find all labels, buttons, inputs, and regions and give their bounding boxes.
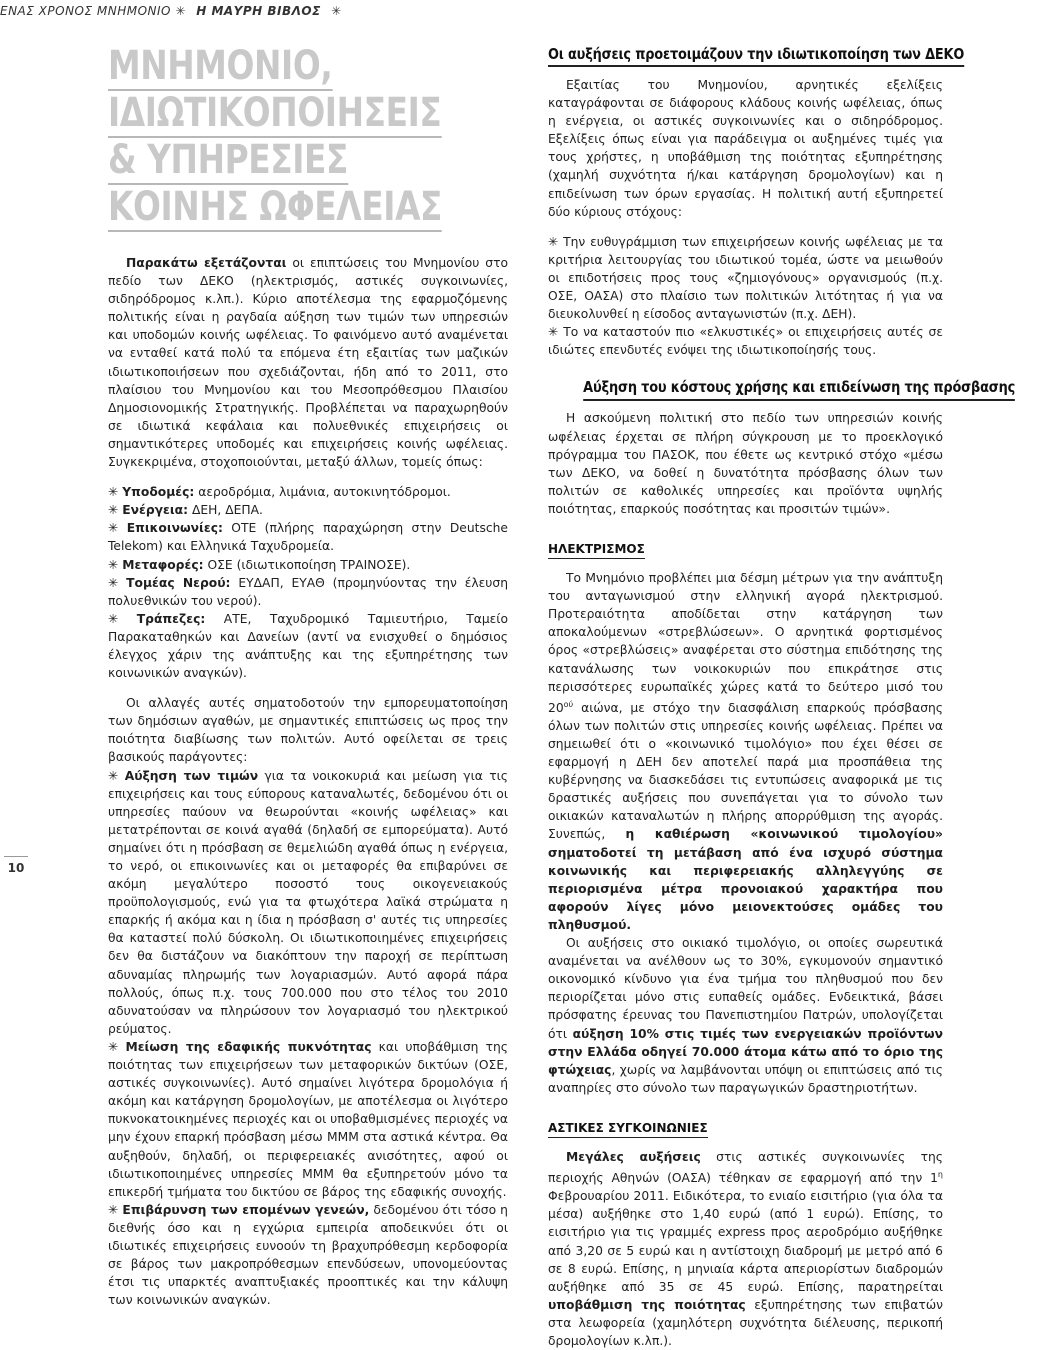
- list-item: [108, 501, 508, 519]
- series-title: ΕΝΑΣ ΧΡΟΝΟΣ ΜΝΗΜΟΝΙΟ: [0, 4, 171, 18]
- text: εξυπηρέτησης των επιβατών στα λεωφορεία (χαμηλότερη συχνότητα διέλευσης, περικοπή δρομολογίων κ.λπ.).: [548, 1297, 943, 1348]
- list-item: [108, 574, 508, 610]
- item-label: Αύξηση των τιμών: [124, 768, 259, 783]
- lead-text: οι επιπτώσεις του Μνημονίου στο πεδίο των ΔΕΚΟ (ηλεκτρισμός, αστικές συγκοινωνίες, σιδηρόδρομος κ.λπ.). Κύριο αποτέλεσμα της εφαρμοζόμενης πολιτικής είναι η ραγδαία αύξηση των τιμών των υπηρεσιών και υποδομών κοινής ωφέλειας. Το φαινόμενο αυτό αναμένεται να ενταθεί κατά πολύ τα επόμενα έτη εξαιτίας των μαζικών ιδιωτικοποιήσεων που σχεδιάζονται, ήδη από το 2011, στο πλαίσιου του Μνημονίου και του Μεσοπρόθεσμου Πλαισίου Δημοσιονομικής Στρατηγικής. Προβλέπεται να παραχωρηθούν σε ιδιωτικά κεφάλαια και πολυεθνικές επιχειρήσεις οι σημαντικότερες υποδομές και επιχειρήσεις κοινής ωφέλειας. Συγκεκριμένα, στοχοποιούνται, μεταξύ άλλων, τομείς όπως:: [108, 256, 508, 470]
- superscript: ού: [563, 699, 574, 709]
- asterisk-icon: ✳: [548, 234, 559, 249]
- goal-list: [548, 233, 943, 360]
- item-label: Υποδομές:: [122, 485, 195, 500]
- asterisk-icon: ✳: [175, 4, 186, 18]
- chapter-title-line: ΙΔΙΩΤΙΚΟΠΟΙΗΣΕΙΣ: [108, 90, 442, 136]
- changes-intro: Οι αλλαγές αυτές σηματοδοτούν την εμπορευματοποίηση των δημόσιων αγαθών, με σημαντικές επιπτώσεις ως προς την ποιότητα διαβίωσης των πολιτών. Αυτό οφείλεται σε τρεις βασικούς παράγοντες:: [108, 696, 508, 765]
- chapter-title: [108, 44, 502, 232]
- bold-text: Μεγάλες αυξήσεις: [566, 1149, 701, 1164]
- item-label: Τράπεζες:: [136, 611, 206, 626]
- list-item: [548, 323, 943, 359]
- item-text: δεδομένου ότι τόσο η διεθνής όσο και η εγχώρια εμπειρία αποδεικνύει ότι οι ιδιωτικές επιχειρήσεις ευνοούν τη βραχυπρόθεσμη κερδοφορία σε βάρος των μακροπρόθεσμων επενδύσεων, υπονομεύοντας έτσι τις υπαρκτές αναπτυξιακές προοπτικές και την κάλυψη των κοινωνικών αναγκών.: [108, 1202, 508, 1308]
- list-item: [108, 483, 508, 501]
- text: , χωρίς να λαμβάνονται υπόψη οι επιπτώσεις από τις αναπηρίες στο σύνολο των παραγωγικών δραστηριοτήτων.: [548, 1062, 943, 1095]
- item-text: Την ευθυγράμμιση των επιχειρήσεων κοινής ωφέλειας με τα κριτήρια λειτουργίας του ιδιωτικού τομέα, ώστε να μειωθούν οι επιδοτήσεις προς τους «ζημιογόνους» οργανισμούς (π.χ. ΟΣΕ, ΟΑΣΑ) στο πλαίσιο των πολιτικών λιτότητας ή για να διευκολυνθεί η είσοδος ανταγωνιστών (π.χ. ΔΕΗ).: [548, 234, 943, 322]
- section-heading-text: Οι αυξήσεις προετοιμάζουν την ιδιωτικοποίηση των ΔΕΚΟ: [548, 44, 964, 67]
- item-text: ΕΥΔΑΠ, ΕΥΑΘ (προμηνύοντας την έλευση πολυεθνικών του νερού).: [108, 575, 508, 608]
- text: Το Μνημόνιο προβλέπει μια δέσμη μέτρων για την ανάπτυξη του ανταγωνισμού στην ελληνική αγορά ηλεκτρισμού. Προτεραιότητα αποδίδεται στην κατάργηση των αποκαλούμενων «στρεβλώσεων». Ο αρνητικά φορτισμένος όρος «στρεβλώσεις» αναφέρεται στο σύστημα επιδότησης της κατανάλωσης των νοικοκυριών που επικράτησε στις περισσότερες ευρωπαϊκές χώρες κατά το δεύτερο μισό του 20: [548, 571, 943, 715]
- superscript: η: [937, 1170, 943, 1180]
- asterisk-icon: ✳: [108, 1039, 119, 1054]
- list-item: [108, 1038, 508, 1201]
- item-text: και υποβάθμιση της ποιότητας των επιχειρήσεων των μεταφορικών δικτύων (ΟΣΕ, αστικές συγκοινωνίες). Αυτό σημαίνει λιγότερα δρομολόγια ή ακόμη και κατάργηση δρομολογίων, με αποτέλεσμα οι λιγότερο πυκνοκατοικημένες περιοχές και οι υποβαθμισμένες περιοχές να μην έχουν επαρκή πρόσβαση μέσω ΜΜΜ στα αστικά κέντρα. Θα αυξηθούν, δηλαδή, οι περιφερειακές ανισότητες, αφού οι ιδιωτικοποιημένες υπηρεσίες ΜΜΜ θα εξυπηρετούν μόνο τα επικερδή τμήματα του δικτύου σε βάρος της εδαφικής συνοχής.: [108, 1039, 508, 1199]
- subheading-text: ΑΣΤΙΚΕΣ ΣΥΓΚΟΙΝΩΝΙΕΣ: [548, 1119, 708, 1138]
- paragraph: Εξαιτίας του Μνημονίου, αρνητικές εξελίξεις καταγράφονται σε διάφορους κλάδους κοινής ωφέλειας, όπως η ενέργεια, οι αστικές συγκοινωνίες και ο σιδηρόδρομος. Εξελίξεις όπως είναι για παράδειγμα οι αυξημένες τιμές για τους χρήστες, η υποβάθμιση της ποιότητας εξυπηρέτησης (χαμηλή συχνότητα ή/και κατάργηση δρομολογίων) και η επιδείνωση των όρων εργασίας. Η πολιτική αυτή εξυπηρετεί δύο κύριους στόχους:: [548, 78, 943, 219]
- lead-paragraph: [108, 254, 508, 471]
- item-text: ΔΕΗ, ΔΕΠΑ.: [188, 503, 263, 518]
- asterisk-icon: ✳: [108, 557, 119, 572]
- lead-bold: Παρακάτω εξετάζονται: [126, 256, 287, 270]
- asterisk-icon: ✳: [108, 1202, 119, 1217]
- bold-text: η καθιέρωση «κοινωνικού τιμολογίου» σηματοδοτεί τη μετάβαση από ένα ισχυρό σύστημα κοινωνικής και περιφερειακής αλληλεγγύης σε περιορισμένα μέτρα προνοιακού χαρακτήρα που αφορούν λίγες μόνο μειονεκτούσες ομάδες του πληθυσμού.: [548, 827, 943, 932]
- item-text: Το να καταστούν πιο «ελκυστικές» οι επιχειρήσεις αυτές σε ιδιώτες επενδυτές ενόψει της ιδιωτικοποίησής τους.: [548, 325, 943, 358]
- paragraph: [548, 1148, 943, 1350]
- item-label: Επιβάρυνση των επομένων γενεών,: [122, 1202, 370, 1217]
- text: Οι αυξήσεις στο οικιακό τιμολόγιο, οι οποίες σωρευτικά αναμένεται να ανέλθουν ως το 30%, εγκυμονούν σημαντικό οικονομικό κίνδυνο για ένα τμήμα του πληθυσμού που δεν περιορίζεται μόνο στις ευπαθείς ομάδες. Ενδεικτικά, βάσει πρόσφατης έρευνας του Πανεπιστημίου Πατρών, υπολογίζεται ότι: [548, 936, 943, 1041]
- chapter-title-line: ΚΟΙΝΗΣ ΩΦΕΛΕΙΑΣ: [108, 184, 443, 230]
- list-item: [108, 519, 508, 555]
- asterisk-icon: ✳: [108, 521, 119, 536]
- bold-text: υποβάθμιση της ποιότητας: [548, 1297, 746, 1312]
- page-number: 10: [4, 856, 28, 875]
- chapter-title-line: & ΥΠΗΡΕΣΙΕΣ: [108, 137, 349, 183]
- item-label: Επικοινωνίες:: [126, 521, 223, 536]
- item-text: ΟΣΕ (ιδιωτικοποίηση ΤΡΑΙΝΟΣΕ).: [203, 557, 411, 572]
- item-text: αεροδρόμια, λιμάνια, αυτοκινητόδρομοι.: [194, 485, 451, 500]
- item-label: Τομέας Νερού:: [126, 575, 231, 590]
- asterisk-icon: ✳: [108, 611, 119, 626]
- list-item: [108, 556, 508, 574]
- asterisk-icon: ✳: [108, 575, 119, 590]
- item-label: Μείωση της εδαφικής πυκνότητας: [125, 1039, 372, 1054]
- asterisk-icon: ✳: [548, 325, 559, 340]
- asterisk-icon: ✳: [108, 768, 119, 783]
- item-text: ΟΤΕ (πλήρης παραχώρηση στην Deutsche Telekom) και Ελληνικά Ταχυδρομεία.: [108, 521, 508, 554]
- book-title: Η ΜΑΥΡΗ ΒΙΒΛΟΣ: [196, 4, 321, 18]
- item-label: Μεταφορές:: [122, 557, 204, 572]
- running-header: [0, 4, 480, 24]
- asterisk-icon: ✳: [108, 485, 119, 500]
- right-column: [548, 44, 1016, 1350]
- item-text: ΑΤΕ, Ταχυδρομικό Ταμιευτήριο, Ταμείο Παρακαταθηκών και Δανείων (αντί να ενισχυθεί ο δημόσιος έλεγχος χάριν της ανάπτυξης και της εξυπηρέτησης των κοινωνικών αναγκών).: [108, 611, 508, 681]
- text: αιώνα, με στόχο την διασφάλιση επαρκούς πρόσβασης όλων των πολιτών στις υπηρεσίες κοινής ωφέλειας. Πρέπει να σημειωθεί ότι ο «κοινωνικό τιμολόγιο» που έχει θέσει σε εφαρμογή η ΔΕΗ δεν αποτελεί παρά μια προσπάθεια της κυβέρνησης να διασκεδάσει τις εντυπώσεις αναφορικά με τις δραστικές αυξήσεις που συνεπάγεται για το σύνολο των οικιακών καταναλωτών η πλήρης απορρύθμιση της αγοράς. Συνεπώς,: [548, 700, 943, 842]
- section-heading: [548, 377, 1016, 399]
- sector-list: [108, 483, 508, 682]
- paragraph: [548, 569, 943, 934]
- item-text: για τα νοικοκυριά και μείωση για τις επιχειρήσεις και τους εύπορους καταναλωτές, δεδομένου ότι οι υπηρεσίες παύουν να θεωρούνται «κοινής ωφέλειας» και μετατρέπονται σε κοινά αγαθά (δηλαδή σε εμπορεύματα). Αυτό σημαίνει ότι η πρόσβαση σε θεμελιώδη αγαθά όπως η ενέργεια, το νερό, οι επικοινωνίες και οι μεταφορές θα επιβαρύνει σε ακόμη μεγαλύτερο ποσοστό τους οικογενειακούς προϋπολογισμούς, ενώ για τα φτωχότερα λαϊκά στρώματα η επαρκής ή ακόμα και η ίδια η πρόσβαση σ' αυτές τις υπηρεσίες θα καταστεί πολύ δύσκολη. Οι ιδιωτικοποιημένες επιχειρήσεις δεν θα διστάζουν να διακόπτουν την παροχή σε περίπτωση αδυναμίας πληρωμής των λογαριασμών. Αυτό αφορά πάρα πολλούς, όπως π.χ. τους 700.000 που στο τέλος του 2010 αδυνατούσαν να πληρώσουν τον λογαριασμό του ηλεκτρικού ρεύματος.: [108, 768, 509, 1036]
- asterisk-icon: ✳: [331, 4, 342, 18]
- left-column: [108, 44, 508, 1309]
- list-item: [108, 610, 508, 682]
- subheading: [548, 540, 943, 569]
- subheading: [548, 1119, 943, 1148]
- text: στις αστικές συγκοινωνίες της περιοχής Αθηνών (ΟΑΣΑ) τέθηκαν σε εφαρμογή από την 1: [548, 1149, 943, 1186]
- list-item: [108, 767, 508, 1038]
- text: Φεβρουαρίου 2011. Ειδικότερα, το ενιαίο εισιτήριο (για όλα τα μέσα) αυξήθηκε στο 1,40 ευρώ (από 1 ευρώ). Επίσης, το εισιτήριο για τις γραμμές express προς αεροδρόμιο αυξήθηκε από 3,20 σε 5 ευρώ και η αντίστοιχη διαδρομή με μετρό από 6 σε 8 ευρώ. Επίσης, η μηνιαία κάρτα απεριορίστων διαδρομών αυξήθηκε από 35 σε 45 ευρώ. Επίσης, παρατηρείται: [548, 1189, 943, 1294]
- asterisk-icon: ✳: [108, 503, 119, 518]
- section-heading-text: Αύξηση του κόστους χρήσης και επιδείνωση της πρόσβασης: [583, 377, 1015, 400]
- item-label: Ενέργεια:: [122, 503, 189, 518]
- list-item: [108, 1201, 508, 1310]
- bold-text: αύξηση 10% στις τιμές των ενεργειακών προϊόντων στην Ελλάδα οδηγεί 70.000 άτομα κάτω από το όριο της φτώχειας: [548, 1026, 943, 1077]
- subheading-text: ΗΛΕΚΤΡΙΣΜΟΣ: [548, 540, 645, 559]
- paragraph: Η ασκούμενη πολιτική στο πεδίο των υπηρεσιών κοινής ωφέλειας έρχεται σε πλήρη σύγκρουση με το προεκλογικό πρόγραμμα του ΠΑΣΟΚ, που έθετε ως κεντρικό στόχο «μέσω των ΔΕΚΟ, να δοθεί η δυνατότητα πρόσβασης όλων των πολιτών σε καθολικές υπηρεσίες και προϊόντα υψηλής ποιότητας, επαρκούς ποσότητας και προσιτών τιμών».: [548, 411, 943, 516]
- paragraph: [548, 934, 943, 1097]
- factor-list: [108, 767, 508, 1310]
- chapter-title-line: ΜΝΗΜΟΝΙΟ,: [108, 43, 333, 89]
- list-item: [548, 233, 943, 323]
- section-heading: [548, 44, 965, 66]
